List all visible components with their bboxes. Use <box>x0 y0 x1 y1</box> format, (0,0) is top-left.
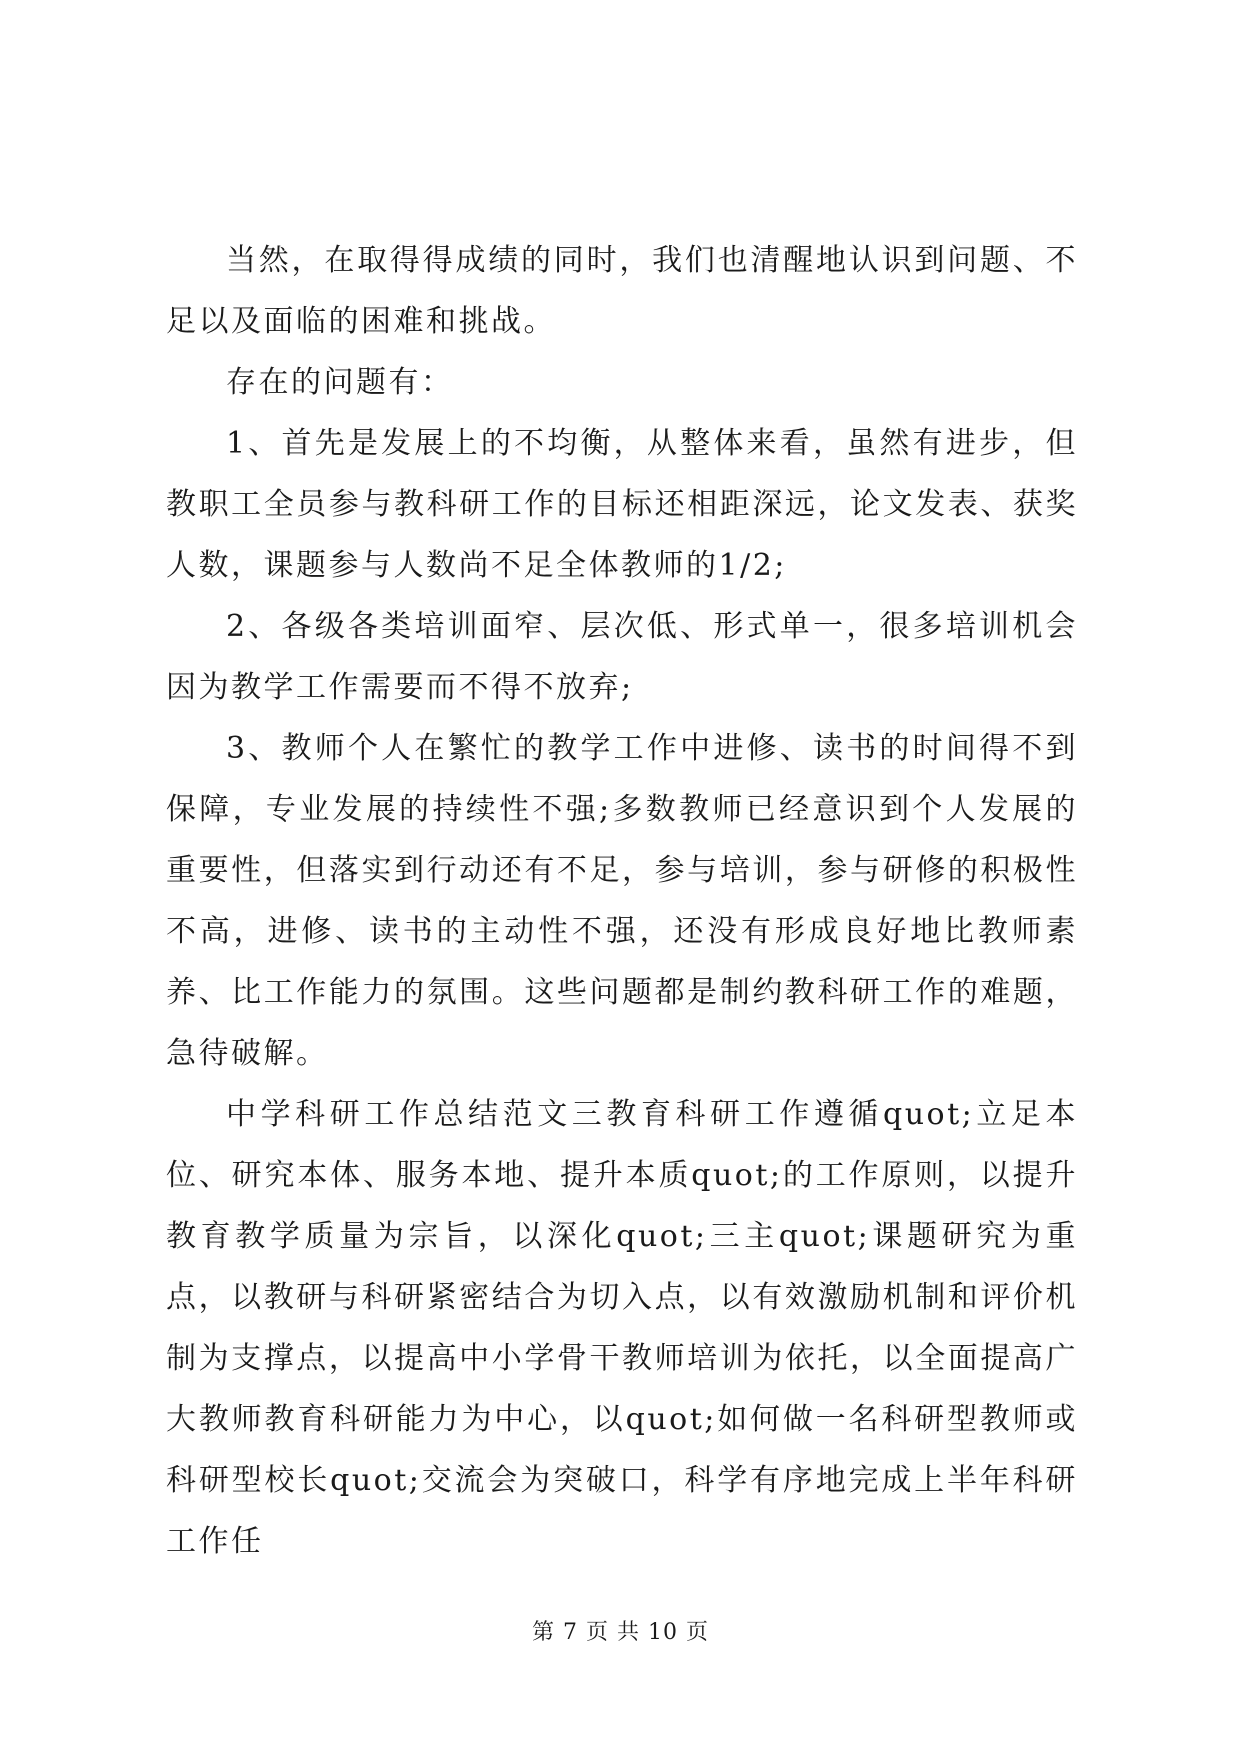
paragraph-problem-2: 2、各级各类培训面窄、层次低、形式单一，很多培训机会因为教学工作需要而不得不放弃; <box>166 609 1078 705</box>
page-number-footer: 第 7 页 共 10 页 <box>532 1620 709 1645</box>
paragraph-problem-3: 3、教师个人在繁忙的教学工作中进修、读书的时间得不到保障，专业发展的持续性不强;多数教师已经意识到个人发展的重要性，但落实到行动还有不足，参与培训，参与研修的积极性不高，进修、读书的主动性不强，还没有形成良好地比教师素养、比工作能力的氛围。这些问题都是制约教科研工作的难题，急待破解。 <box>166 731 1078 1071</box>
paragraph-problems-heading: 存在的问题有： <box>226 365 454 400</box>
paragraph-summary-three: 中学科研工作总结范文三教育科研工作遵循quot;立足本位、研究本体、服务本地、提升本质quot;的工作原则，以提升教育教学质量为宗旨，以深化quot;三主quot;课题研究为重点，以教研与科研紧密结合为切入点，以有效激励机制和评价机制为支撑点，以提高中小学骨干教师培训为依托，以全面提高广大教师教育科研能力为中心，以quot;如何做一名科研型教师或科研型校长quot;交流会为突破口，科学有序地完成上半年科研工作任 <box>166 1097 1078 1559</box>
paragraph-intro: 当然，在取得得成绩的同时，我们也清醒地认识到问题、不足以及面临的困难和挑战。 <box>166 243 1078 339</box>
document-body <box>166 230 1078 1572</box>
paragraph-problem-1: 1、首先是发展上的不均衡，从整体来看，虽然有进步，但教职工全员参与教科研工作的目标还相距深远，论文发表、获奖人数，课题参与人数尚不足全体教师的1/2; <box>166 426 1078 583</box>
